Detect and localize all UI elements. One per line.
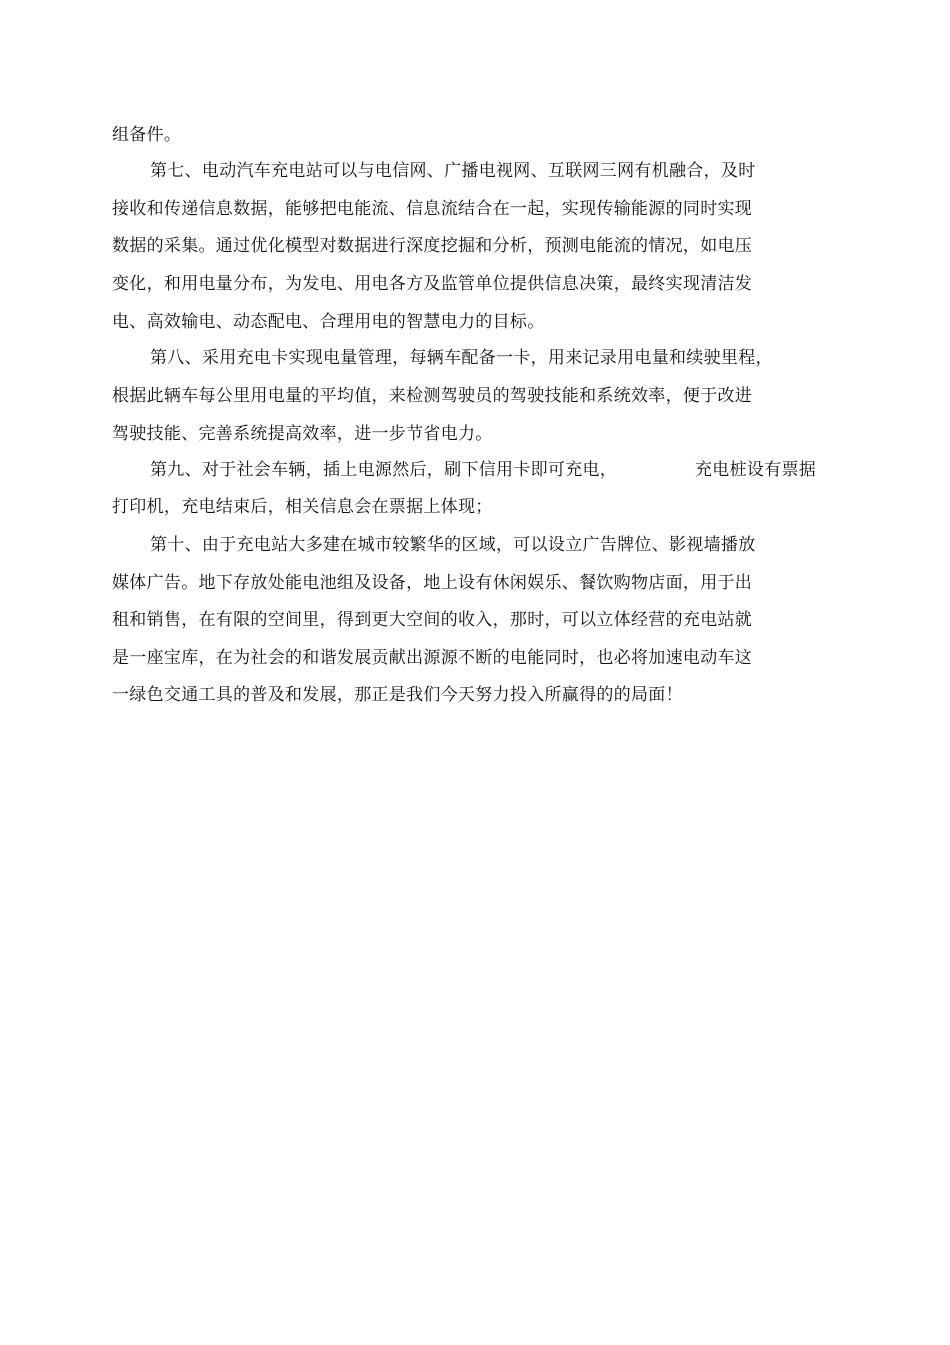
paragraph-9-line-1-tail: 充电桩设有票据 bbox=[695, 460, 817, 480]
text-line: 媒体广告。地下存放处能电池组及设备，地上设有休闲娱乐、餐饮购物店面，用于出 bbox=[112, 573, 753, 593]
text-line: 驾驶技能、完善系统提高效率，进一步节省电力。 bbox=[112, 424, 493, 444]
text-line: 组备件。 bbox=[112, 125, 182, 145]
text-line: 一绿色交通工具的普及和发展，那正是我们今天努力投入所赢得的的局面！ bbox=[112, 685, 683, 705]
paragraph-9-line-1: 第九、对于社会车辆，插上电源然后，刷下信用卡即可充电， bbox=[150, 460, 618, 480]
text-line: 接收和传递信息数据，能够把电能流、信息流结合在一起，实现传输能源的同时实现 bbox=[112, 199, 753, 219]
paragraph-7-line-1: 第七、电动汽车充电站可以与电信网、广播电视网、互联网三网有机融合，及时 bbox=[150, 161, 756, 181]
paragraph-10-line-1: 第十、由于充电站大多建在城市较繁华的区域，可以设立广告牌位、影视墙播放 bbox=[150, 535, 756, 555]
text-line: 根据此辆车每公里用电量的平均值，来检测驾驶员的驾驶技能和系统效率，便于改进 bbox=[112, 386, 753, 406]
text-line: 租和销售，在有限的空间里，得到更大空间的收入，那时，可以立体经营的充电站就 bbox=[112, 610, 753, 630]
text-line: 数据的采集。通过优化模型对数据进行深度挖掘和分析，预测电能流的情况，如电压 bbox=[112, 236, 753, 256]
text-line: 是一座宝库，在为社会的和谐发展贡献出源源不断的电能同时，也必将加速电动车这 bbox=[112, 648, 753, 668]
text-line: 打印机，充电结束后，相关信息会在票据上体现； bbox=[112, 497, 493, 517]
text-line: 电、高效输电、动态配电、合理用电的智慧电力的目标。 bbox=[112, 312, 545, 332]
paragraph-8-line-1: 第八、采用充电卡实现电量管理，每辆车配备一卡，用来记录用电量和续驶里程， bbox=[150, 348, 773, 368]
text-line: 变化，和用电量分布，为发电、用电各方及监管单位提供信息决策，最终实现清洁发 bbox=[112, 274, 753, 294]
